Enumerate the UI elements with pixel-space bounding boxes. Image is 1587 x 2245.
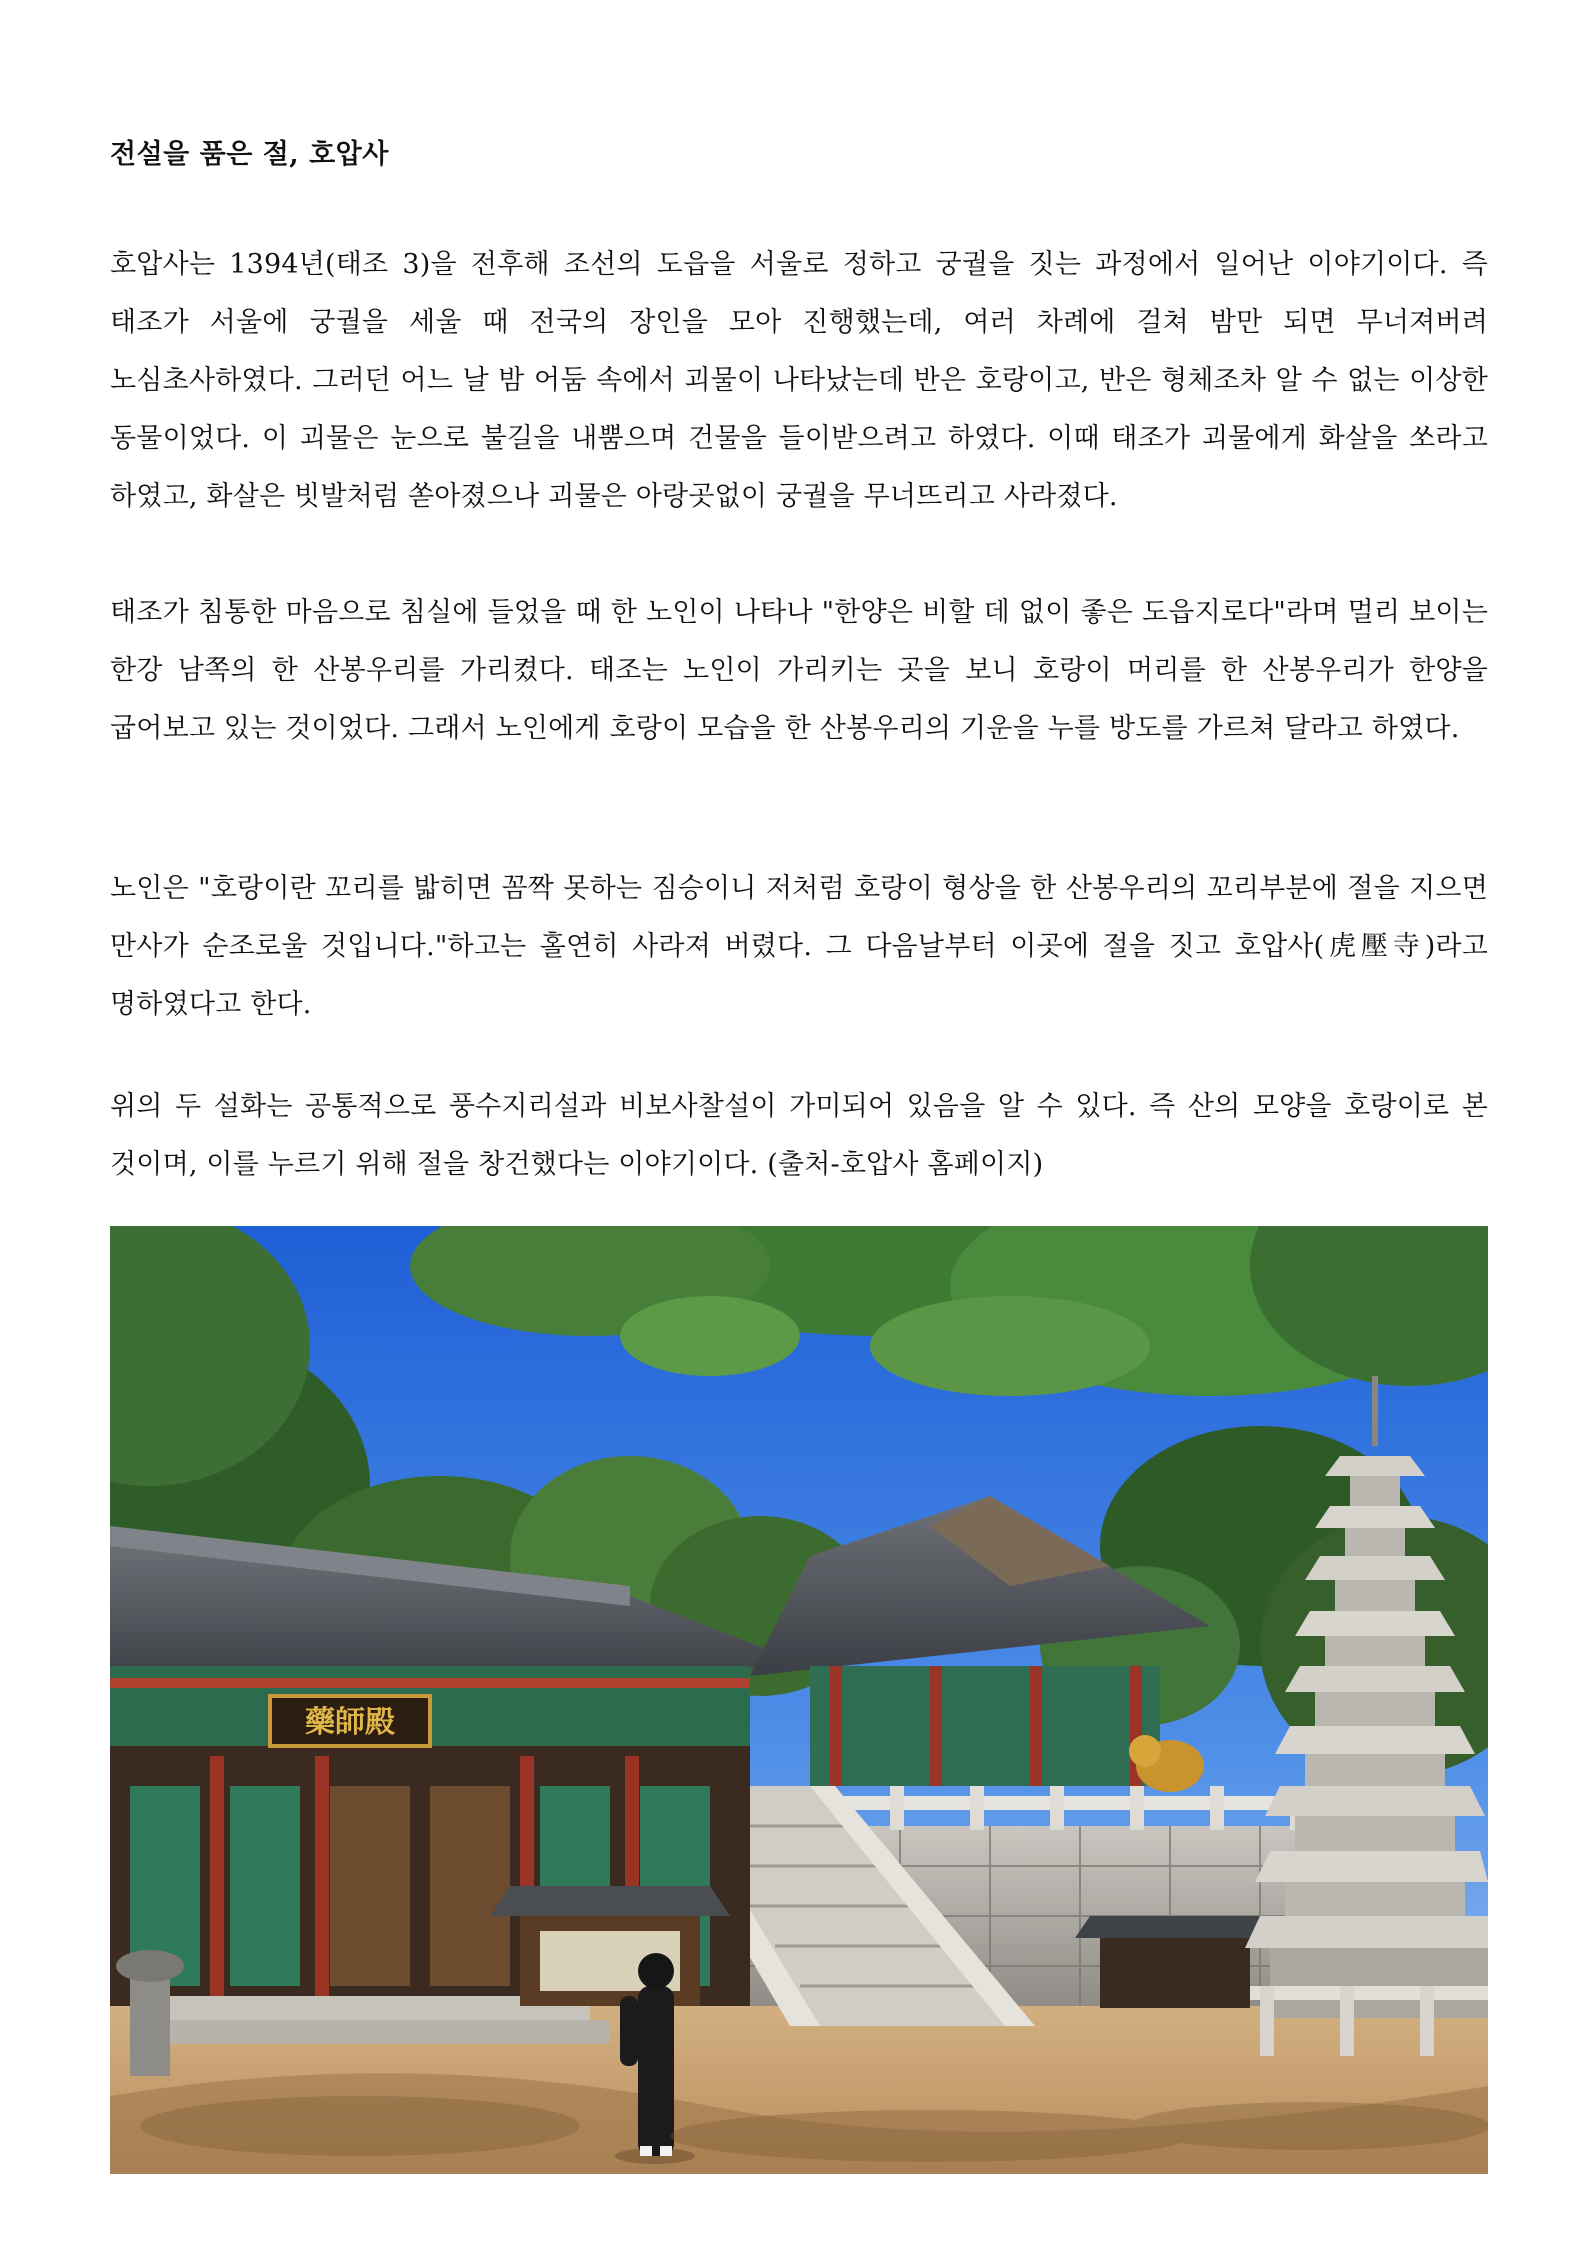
temple-photo-illustration (110, 1226, 1488, 2174)
notice-board-shelter (490, 1886, 730, 2006)
temple-photo (110, 1226, 1488, 2174)
paragraph-4: 위의 두 설화는 공통적으로 풍수지리설과 비보사찰설이 가미되어 있음을 알 수 있다. 즉 산의 모양을 호랑이로 본 것이며, 이를 누르기 위해 절을 창건했다는 이야기이다. (출처-호압사 홈페이지) (110, 1091, 1488, 1180)
paragraph-3: 노인은 "호랑이란 꼬리를 밟히면 꼼짝 못하는 짐승이니 저처럼 호랑이 형상을 한 산봉우리의 꼬리부분에 절을 지으면 만사가 순조로울 것입니다."하고는 홀연히 사라져 버렸다. 그 다음날부터 이곳에 절을 짓고 호압사(虎壓寺)라고 명하였다고 한다. (110, 873, 1488, 1020)
document-title: 전설을 품은 절, 호압사 (110, 139, 389, 170)
small-shelter (1075, 1916, 1275, 2008)
paragraph-1: 호압사는 1394년(태조 3)을 전후해 조선의 도읍을 서울로 정하고 궁궐을 짓는 과정에서 일어난 이야기이다. 즉 태조가 서울에 궁궐을 세울 때 전국의 장인을 모아 진행했는데, 여러 차례에 걸쳐 밤만 되면 무너져버려 노심초사하였다. 그러던 어느 날 밤 어둠 속에서 괴물이 나타났는데 반은 호랑이고, 반은 형체조차 알 수 없는 이상한 동물이었다. 이 괴물은 눈으로 불길을 내뿜으며 건물을 들이받으려고 하였다. 이때 태조가 괴물에게 화살을 쏘라고 하였고, 화살은 빗발처럼 쏟아졌으나 괴물은 아랑곳없이 궁궐을 무너뜨리고 사라졌다. (110, 249, 1488, 512)
paragraph-2: 태조가 침통한 마음으로 침실에 들었을 때 한 노인이 나타나 "한양은 비할 데 없이 좋은 도읍지로다"라며 멀리 보이는 한강 남쪽의 한 산봉우리를 가리켰다. 태조는 노인이 가리키는 곳을 보니 호랑이 머리를 한 산봉우리가 한양을 굽어보고 있는 것이었다. 그래서 노인에게 호랑이 모습을 한 산봉우리의 기운을 누를 방도를 가르쳐 달라고 하였다. (110, 597, 1488, 744)
hall-signboard-text: 藥師殿 (305, 1705, 395, 1740)
